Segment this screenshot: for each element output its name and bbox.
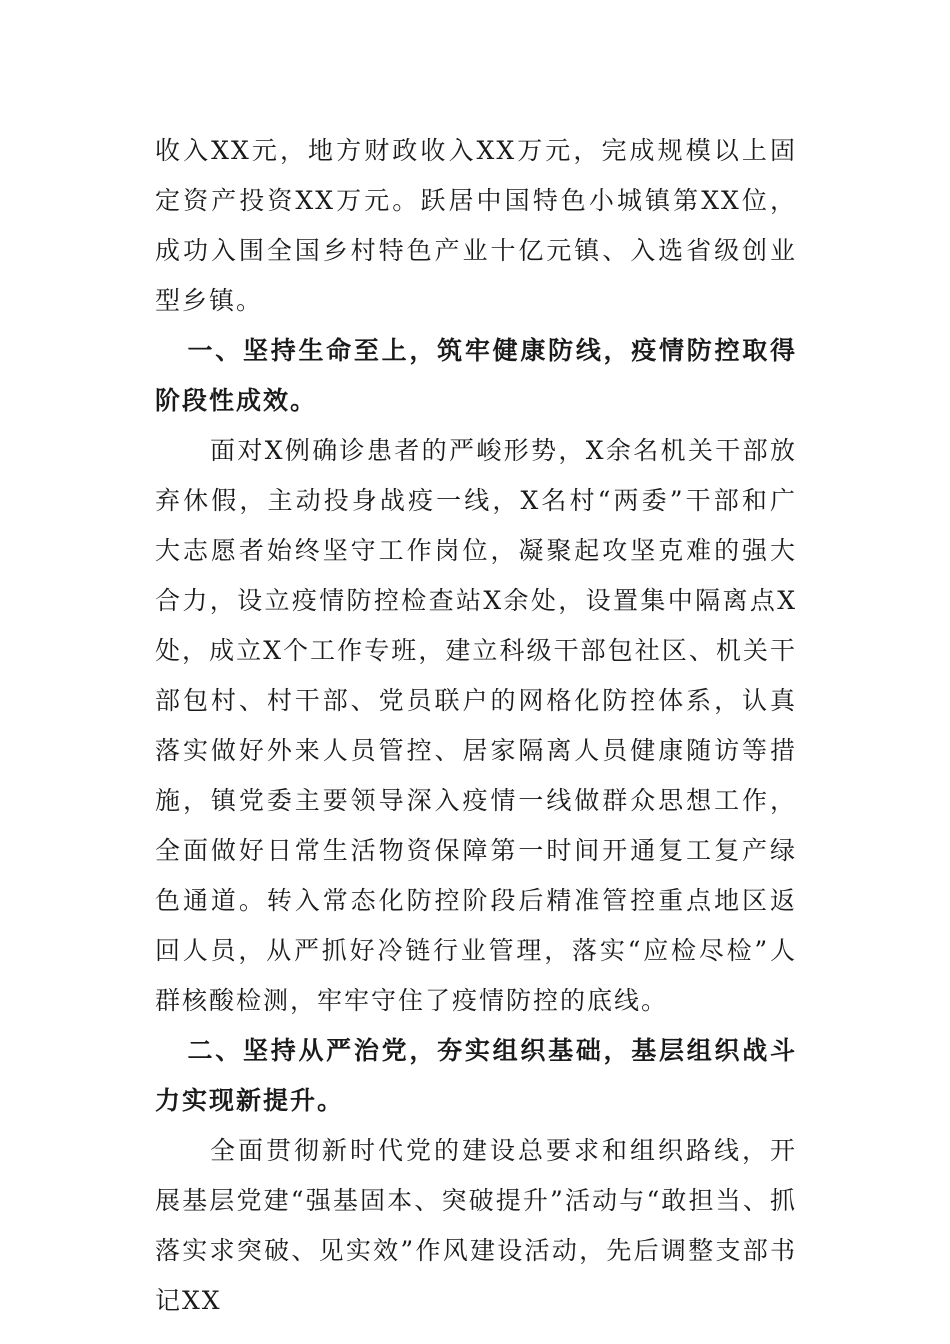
body-paragraph-3: 全面贯彻新时代党的建设总要求和组织路线，开展基层党建“强基固本、突破提升”活动与“敢担当、抓落实求突破、见实效”作风建设活动，先后调整支部书记XX: [155, 1136, 797, 1315]
document-page: [155, 126, 797, 1326]
body-paragraph-1: 收入XX元，地方财政收入XX万元，完成规模以上固定资产投资XX万元。跃居中国特色小城镇第XX位，成功入围全国乡村特色产业十亿元镇、入选省级创业型乡镇。: [155, 136, 797, 315]
section-heading-2: 二、坚持从严治党，夯实组织基础，基层组织战斗力实现新提升。: [155, 1036, 797, 1115]
section-heading-1: 一、坚持生命至上，筑牢健康防线，疫情防控取得阶段性成效。: [155, 336, 797, 415]
body-paragraph-2: 面对X例确诊患者的严峻形势，X余名机关干部放弃休假，主动投身战疫一线，X名村“两委”干部和广大志愿者始终坚守工作岗位，凝聚起攻坚克难的强大合力，设立疫情防控检查站X余处，设置集中隔离点X处，成立X个工作专班，建立科级干部包社区、机关干部包村、村干部、党员联户的网格化防控体系，认真落实做好外来人员管控、居家隔离人员健康随访等措施，镇党委主要领导深入疫情一线做群众思想工作，全面做好日常生活物资保障第一时间开通复工复产绿色通道。转入常态化防控阶段后精准管控重点地区返回人员，从严抓好冷链行业管理，落实“应检尽检”人群核酸检测，牢牢守住了疫情防控的底线。: [155, 436, 797, 1015]
